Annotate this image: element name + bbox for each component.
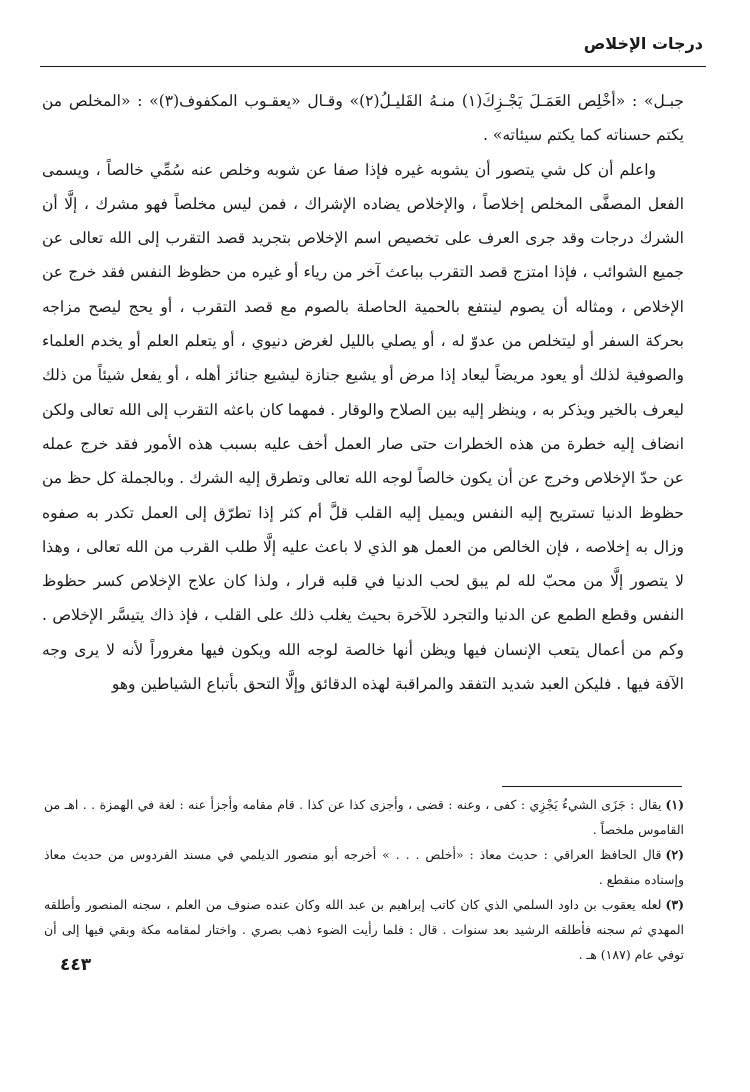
footnote-number: (٣) bbox=[665, 897, 684, 912]
footnote-text: يقال : جَزَى الشيءُ يَجْزِي : كفى ، وعنه : قضى ، وأجزى كذا عن كذا . قام مقامه وأجزأ عنه : لغة في الهمزة . . اهـ من القاموس ملخصاً . bbox=[44, 797, 684, 837]
footnote-1 bbox=[44, 792, 684, 842]
page-number: ٤٤٣ bbox=[60, 955, 92, 975]
footnote-number: (٢) bbox=[665, 847, 684, 862]
header-rule bbox=[40, 66, 706, 67]
footnotes bbox=[44, 792, 684, 967]
footnote-2 bbox=[44, 842, 684, 892]
footnote-3 bbox=[44, 892, 684, 967]
footnote-rule bbox=[502, 786, 682, 787]
paragraph-2: واعلم أن كل شي يتصور أن يشوبه غيره فإذا صفا عن شوبه وخلص عنه سُمِّي خالصاً ، ويسمى الفعل المصفَّى المخلص إخلاصاً ، والإخلاص يضاده الإشراك ، فمن ليس مخلصاً فهو مشرك ، إلَّا أن الشرك درجات وقد جرى العرف على تخصيص اسم الإخلاص بتجريد قصد التقرب إلى الله تعالى عن جميع الشوائب ، فإذا امتزج قصد التقرب بباعث آخر من رياء أو غيره من حظوظ النفس فقد خرج عن الإخلاص ، ومثاله أن يصوم لينتفع بالحمية الحاصلة بالصوم مع قصد التقرب ، أو يحج ليصح مزاجه بحركة السفر أو ليتخلص من عدوّ له ، أو يصلي بالليل لغرض دنيوي ، أو يتعلم العلم أو يخدم العلماء والصوفية لذلك أو يعود مريضاً ليعاد إذا مرض أو يشيع جنازة ليشيع جنائز أهله ، أو يفعل شيئاً من ذلك ليعرف بالخير ويذكر به ، وينظر إليه بين الصلاح والوقار . فمهما كان باعثه التقرب إلى الله تعالى ولكن انضاف إليه خطرة من هذه الخطرات حتى صار العمل أخف عليه بسبب هذه الأمور فقد خرج عمله عن حدّ الإخلاص وخرج عن أن يكون خالصاً لوجه الله تعالى وتطرق إليه الشرك . وبالجملة كل حظ من حظوظ الدنيا تستريح إليه النفس ويميل إليه القلب قلَّ أم كثر إذا تطرّق إلى العمل تكدر به صفوه وزال به إخلاصه ، فإن الخالص من العمل هو الذي لا باعث عليه إلَّا طلب القرب من الله تعالى ، وهذا لا يتصور إلَّا من محبّ لله لم يبق لحب الدنيا في قلبه قرار ، ولذا كان علاج الإخلاص كسر حظوظ النفس وقطع الطمع عن الدنيا والتجرد للآخرة بحيث يغلب ذلك على القلب ، فإذ ذاك يتيسَّر الإخلاص . وكم من أعمال يتعب الإنسان فيها ويظن أنها خالصة لوجه الله ويكون فيها مغروراً لأنه لا يرى وجه الآفة فيها . فليكن العبد شديد التفقد والمراقبة لهذه الدقائق وإلَّا التحق بأتباع الشياطين وهو bbox=[42, 160, 684, 694]
paragraph-1: جبـل» : «أخْلِص العَمَـلَ يَجْـزِكَ(١) منـهُ القَليـلُ(٢)» وقـال «يعقـوب المكفوف(٣)» : «المخلص من يكتم حسناته كما يكتم سيئاته» . bbox=[42, 92, 684, 145]
footnote-number: (١) bbox=[665, 797, 684, 812]
footnote-text: قال الحافظ العراقي : حديث معاذ : «أخلص . . . » أخرجه أبو منصور الديلمي في مسند الفردوس من حديث معاذ وإسناده منقطع . bbox=[44, 847, 684, 887]
main-text bbox=[42, 84, 684, 701]
running-title: درجات الإخلاص bbox=[583, 34, 703, 53]
footnote-text: لعله يعقوب بن داود السلمي الذي كان كاتب إبراهيم بن عبد الله وكان عنده صنوف من العلم ، سجنه المنصور وأطلقه المهدي ثم سجنه فأطلقه الرشيد بعد سنوات . قال : فلما رأيت الضوء ذهب بصري . واختار لمقامه مكة وبقي فيها إلى أن توفي عام (١٨٧) هـ . bbox=[44, 897, 684, 962]
